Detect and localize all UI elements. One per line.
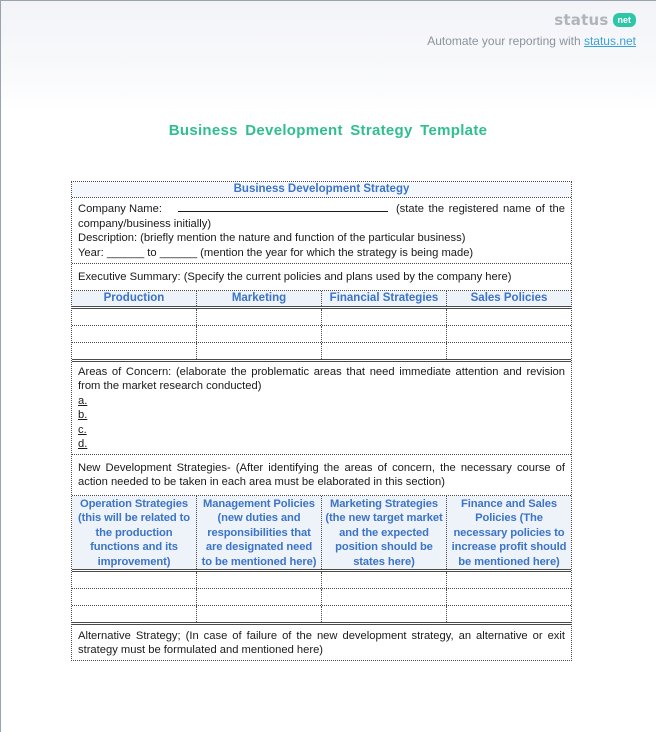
strategy-row — [72, 589, 571, 606]
table-cell[interactable] — [447, 343, 571, 359]
table-cell[interactable] — [197, 589, 322, 605]
strategy-row — [72, 606, 571, 625]
description-text: Description: (briefly mention the nature and function of the particular business) — [78, 232, 466, 244]
document-title: Business Development Strategy Template — [168, 122, 488, 139]
strategy-col-finance: Finance and Sales Policies (The necessary policies to increase profit should be mentioned here) — [447, 496, 571, 569]
summary-col-marketing: Marketing — [197, 291, 322, 306]
strategy-row — [72, 572, 571, 589]
summary-header-row — [72, 291, 571, 309]
areas-of-concern-text: Areas of Concern: (elaborate the problematic areas that need immediate attention and revision from the market research conducted) — [78, 365, 565, 392]
strategy-col-management: Management Policies (new duties and responsibilities that are designated need to be mentioned here) — [197, 496, 322, 569]
table-cell[interactable] — [447, 326, 571, 342]
table-cell[interactable] — [72, 309, 197, 325]
brand-badge: net — [613, 13, 637, 27]
table-cell[interactable] — [322, 326, 447, 342]
table-cell[interactable] — [72, 589, 197, 605]
summary-col-financial: Financial Strategies — [322, 291, 447, 306]
company-name-hint-cont: company/business initially) — [78, 217, 212, 230]
year-row — [78, 246, 565, 261]
summary-row — [72, 309, 571, 326]
table-cell[interactable] — [197, 343, 322, 359]
new-strategies-text: New Development Strategies- (After identifying the areas of concern, the necessary course of action needed to be taken in each area must be elaborated in this section) — [72, 455, 571, 496]
table-cell[interactable] — [72, 326, 197, 342]
tagline-link[interactable]: status.net — [583, 34, 636, 48]
header-band — [1, 1, 656, 112]
concern-item-c[interactable]: c. — [78, 423, 87, 436]
table-cell[interactable] — [322, 309, 447, 325]
year-to-label: to — [144, 246, 160, 259]
table-cell[interactable] — [197, 606, 322, 622]
brand-logo[interactable] — [554, 11, 636, 29]
company-name-row — [78, 201, 565, 217]
company-name-blank[interactable] — [178, 201, 388, 212]
year-hint: (mention the year for which the strategy is being made) — [197, 246, 474, 259]
tagline-text: Automate your reporting with — [427, 34, 581, 48]
strategy-col-marketing: Marketing Strategies (the new target market and the expected position should be states here) — [322, 496, 447, 569]
table-cell[interactable] — [197, 572, 322, 588]
concern-item-a[interactable]: a. — [78, 394, 88, 407]
table-cell[interactable] — [447, 606, 571, 622]
table-cell[interactable] — [72, 572, 197, 588]
company-name-label: Company Name: — [78, 203, 162, 215]
year-to-blank[interactable]: ______ — [159, 246, 198, 259]
tagline — [427, 34, 636, 48]
brand-name: status — [554, 11, 609, 29]
summary-col-production: Production — [72, 291, 197, 306]
table-cell[interactable] — [447, 589, 571, 605]
table-cell[interactable] — [322, 572, 447, 588]
company-info-block — [72, 198, 571, 264]
alternative-strategy-text: Alternative Strategy; (In case of failure of the new development strategy, an alternative or exit strategy must be formulated and mentioned here) — [78, 629, 565, 656]
year-label: Year: — [78, 246, 107, 259]
table-cell[interactable] — [197, 309, 322, 325]
summary-row — [72, 343, 571, 362]
table-cell[interactable] — [72, 606, 197, 622]
areas-of-concern-block — [72, 362, 571, 455]
executive-summary: Executive Summary: (Specify the current policies and plans used by the company here) — [72, 264, 571, 291]
table-cell[interactable] — [322, 343, 447, 359]
strategy-col-operation: Operation Strategies (this will be related to the production functions and its improvement) — [72, 496, 197, 569]
table-cell[interactable] — [322, 606, 447, 622]
concern-item-d[interactable]: d. — [78, 438, 88, 450]
summary-row — [72, 326, 571, 343]
table-cell[interactable] — [447, 309, 571, 325]
concern-item-b[interactable]: b. — [78, 409, 88, 421]
strategy-form — [71, 181, 572, 661]
strategy-header-row — [72, 496, 571, 572]
summary-col-sales: Sales Policies — [447, 291, 571, 306]
table-cell[interactable] — [447, 572, 571, 588]
year-from-blank[interactable]: ______ — [106, 246, 145, 259]
form-title: Business Development Strategy — [72, 182, 571, 198]
table-cell[interactable] — [72, 343, 197, 359]
table-cell[interactable] — [197, 326, 322, 342]
company-name-hint: (state the registered name of the — [395, 203, 565, 215]
table-cell[interactable] — [322, 589, 447, 605]
